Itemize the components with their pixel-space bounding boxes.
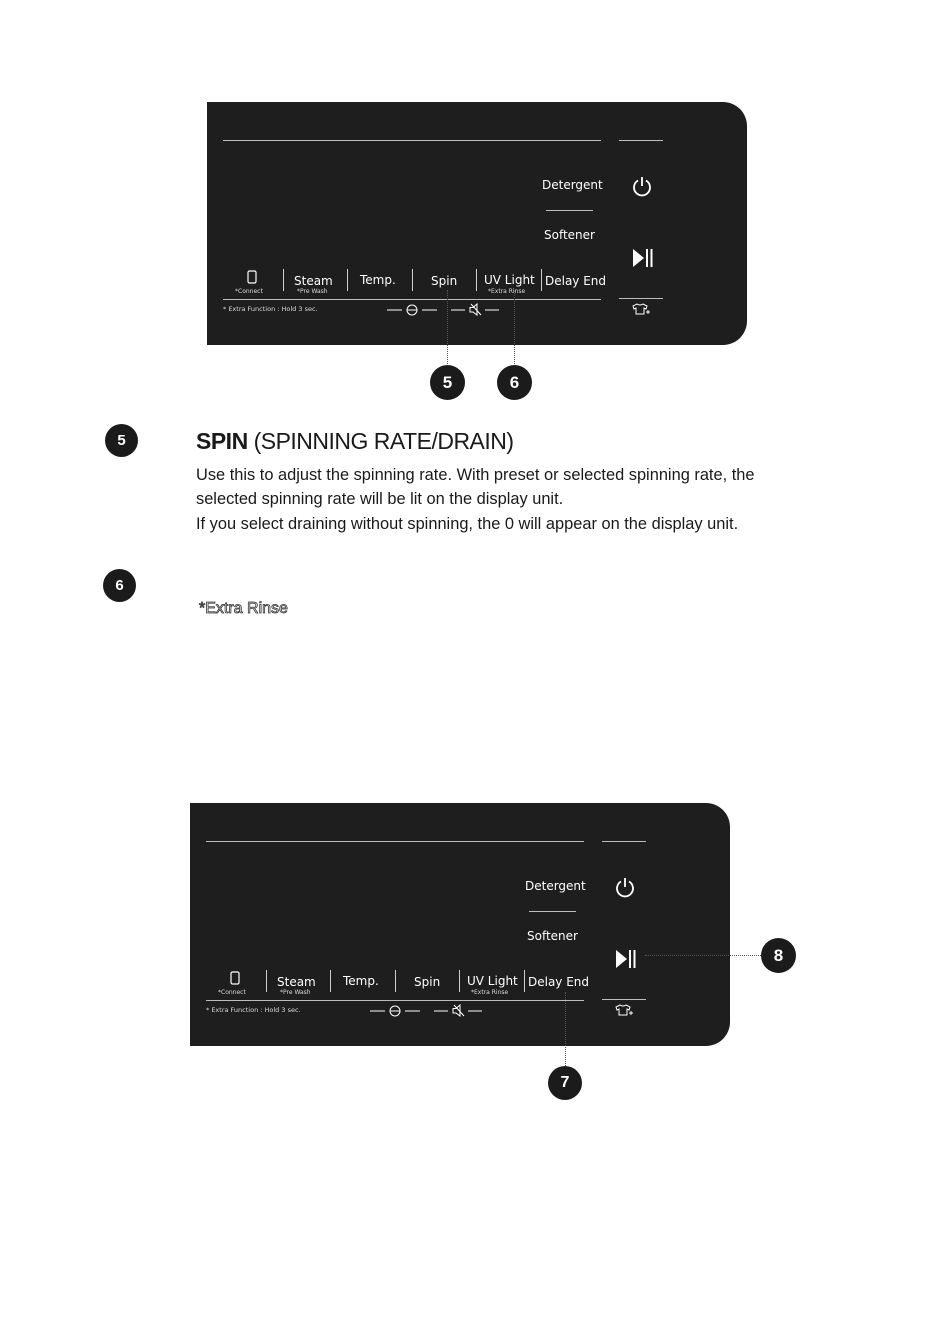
spin-button[interactable]: Spin (431, 274, 458, 288)
power-divider (602, 841, 646, 842)
temp-button[interactable]: Temp. (360, 273, 396, 287)
connect-sublabel: *Connect (218, 989, 246, 996)
extra-rinse-sublabel: *Extra Rinse (488, 288, 526, 295)
detergent-label: Detergent (525, 879, 586, 893)
uv-light-button[interactable]: UV Light (484, 273, 535, 287)
separator (541, 269, 542, 291)
callout-line-6 (514, 290, 515, 366)
extra-rinse-note: *Extra Rinse (199, 600, 288, 617)
callout-badge-6: 6 (497, 365, 532, 400)
phone-icon[interactable] (230, 971, 240, 990)
shirt-divider (619, 298, 663, 299)
delay-end-button[interactable]: Delay End (545, 274, 607, 288)
section-badge-6: 6 (103, 569, 136, 602)
separator (266, 970, 267, 992)
detergent-softener-divider (546, 210, 593, 211)
separator (412, 269, 413, 291)
separator (347, 269, 348, 291)
phone-icon[interactable] (247, 270, 257, 289)
separator (330, 970, 331, 992)
play-pause-icon[interactable] (614, 948, 638, 975)
shirt-plus-icon[interactable] (614, 1003, 634, 1022)
callout-line-5 (447, 290, 448, 366)
control-panel-top (207, 102, 747, 345)
callout-badge-8: 8 (761, 938, 796, 973)
play-pause-icon[interactable] (631, 247, 655, 274)
section-title (196, 428, 514, 455)
pre-wash-sublabel: *Pre Wash (297, 288, 328, 295)
power-divider (619, 140, 663, 141)
softener-label: Softener (544, 228, 595, 242)
separator (395, 970, 396, 992)
shirt-plus-icon[interactable] (631, 302, 651, 321)
pre-wash-sublabel: *Pre Wash (280, 989, 311, 996)
connect-sublabel: *Connect (235, 288, 263, 295)
section-badge-5: 5 (105, 424, 138, 457)
mute-icon (451, 302, 501, 321)
drum-icon (387, 302, 437, 321)
mute-icon (434, 1003, 484, 1022)
shirt-divider (602, 999, 646, 1000)
callout-line-7 (565, 992, 566, 1066)
section-title-bold: SPIN (196, 428, 248, 454)
display-divider (206, 841, 584, 842)
detergent-label: Detergent (542, 178, 603, 192)
display-divider (223, 140, 601, 141)
drum-icon (370, 1003, 420, 1022)
separator (459, 970, 460, 992)
uv-light-button[interactable]: UV Light (467, 974, 518, 988)
separator (476, 269, 477, 291)
extra-function-note: * Extra Function : Hold 3 sec. (206, 1006, 301, 1014)
extra-rinse-sublabel: *Extra Rinse (471, 989, 509, 996)
softener-label: Softener (527, 929, 578, 943)
spin-button[interactable]: Spin (414, 975, 441, 989)
callout-badge-7: 7 (548, 1066, 582, 1100)
steam-button[interactable]: Steam (294, 274, 333, 288)
extra-function-note: * Extra Function : Hold 3 sec. (223, 305, 318, 313)
section-title-rest: (SPINNING RATE/DRAIN) (247, 428, 514, 454)
delay-end-button[interactable]: Delay End (528, 975, 590, 989)
steam-button[interactable]: Steam (277, 975, 316, 989)
temp-button[interactable]: Temp. (343, 974, 379, 988)
separator (524, 970, 525, 992)
section-paragraph-2: If you select draining without spinning, the 0 will appear on the display unit. (196, 514, 739, 533)
callout-badge-5: 5 (430, 365, 465, 400)
detergent-softener-divider (529, 911, 576, 912)
function-divider (206, 1000, 584, 1001)
power-icon[interactable] (631, 175, 653, 202)
function-divider (223, 299, 601, 300)
section-body (196, 463, 796, 536)
callout-line-8 (645, 955, 763, 956)
separator (283, 269, 284, 291)
section-paragraph-1: Use this to adjust the spinning rate. With preset or selected spinning rate, the selected spinning rate will be lit on the display unit. (196, 466, 755, 509)
control-panel-bottom (190, 803, 730, 1046)
power-icon[interactable] (614, 876, 636, 903)
